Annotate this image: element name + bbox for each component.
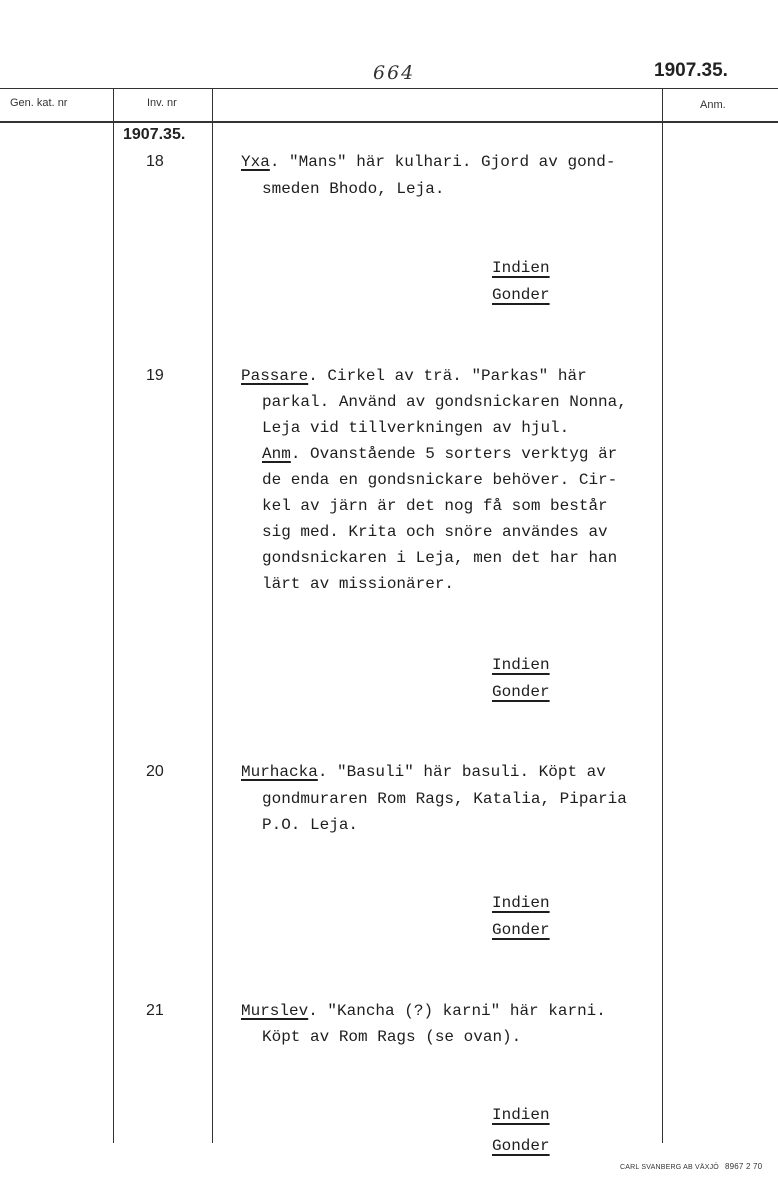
entry-text-line: . "Basuli" här basuli. Köpt av [317, 763, 606, 781]
column-divider-text-anm [662, 88, 663, 1143]
entry-text-line: . "Kancha (?) karni" här karni. [308, 1002, 606, 1020]
entry-text-line: . Cirkel av trä. "Parkas" här [308, 367, 587, 385]
entry-text-line: de enda en gondsnickare behöver. Cir- [262, 471, 618, 489]
column-header-gen-kat: Gen. kat. nr [10, 97, 68, 109]
entry-text-line: smeden Bhodo, Leja. [262, 180, 445, 198]
region-label: Indien [492, 1106, 550, 1124]
entry-text-line: kel av järn är det nog få som består [262, 497, 608, 515]
entry-text-line: parkal. Använd av gondsnickaren Nonna, [262, 393, 627, 411]
column-header-anm: Anm. [700, 99, 726, 111]
entry-text-line: lärt av missionärer. [262, 575, 455, 593]
entry-title: Murslev [241, 1002, 309, 1020]
region-label: Indien [492, 656, 550, 674]
entry-text-line: gondmuraren Rom Rags, Katalia, Piparia [262, 790, 627, 808]
region-label: Indien [492, 894, 550, 912]
people-label: Gonder [492, 1137, 550, 1155]
entry-note [262, 441, 617, 467]
inventory-number: 19 [146, 367, 164, 384]
column-divider-inv-text [212, 88, 213, 1143]
entry-description [241, 149, 615, 175]
printer-name: CARL SVANBERG AB VÄXJÖ [620, 1164, 719, 1171]
accession-number: 1907.35. [123, 126, 186, 143]
entry-description [241, 363, 587, 389]
column-divider-gen-inv [113, 88, 114, 1143]
printer-footer [620, 1162, 762, 1171]
region-label: Indien [492, 259, 550, 277]
inventory-number: 18 [146, 153, 164, 170]
entry-text-line: Leja vid tillverkningen av hjul. [262, 419, 570, 437]
entry-text-line: Köpt av Rom Rags (se ovan). [262, 1028, 522, 1046]
entry-text-line: gondsnickaren i Leja, men det har han [262, 549, 618, 567]
accession-number-top: 1907.35. [654, 60, 728, 81]
people-label: Gonder [492, 286, 550, 304]
entry-text-line: P.O. Leja. [262, 816, 359, 834]
entry-title: Murhacka [241, 763, 318, 781]
entry-title: Yxa [241, 153, 270, 171]
entry-title: Passare [241, 367, 309, 385]
inventory-number: 20 [146, 763, 164, 780]
entry-description [241, 759, 606, 785]
entry-text-line: sig med. Krita och snöre användes av [262, 523, 608, 541]
entry-text-line: . Ovanstående 5 sorters verktyg är [290, 445, 618, 463]
note-label: Anm [262, 445, 291, 463]
inventory-number: 21 [146, 1002, 164, 1019]
page-number: 664 [373, 62, 416, 84]
entry-text-line: . "Mans" här kulhari. Gjord av gond- [269, 153, 616, 171]
column-header-inv: Inv. nr [147, 97, 177, 109]
people-label: Gonder [492, 683, 550, 701]
people-label: Gonder [492, 921, 550, 939]
entry-description [241, 998, 606, 1024]
form-code: 8967 2 70 [724, 1162, 763, 1171]
